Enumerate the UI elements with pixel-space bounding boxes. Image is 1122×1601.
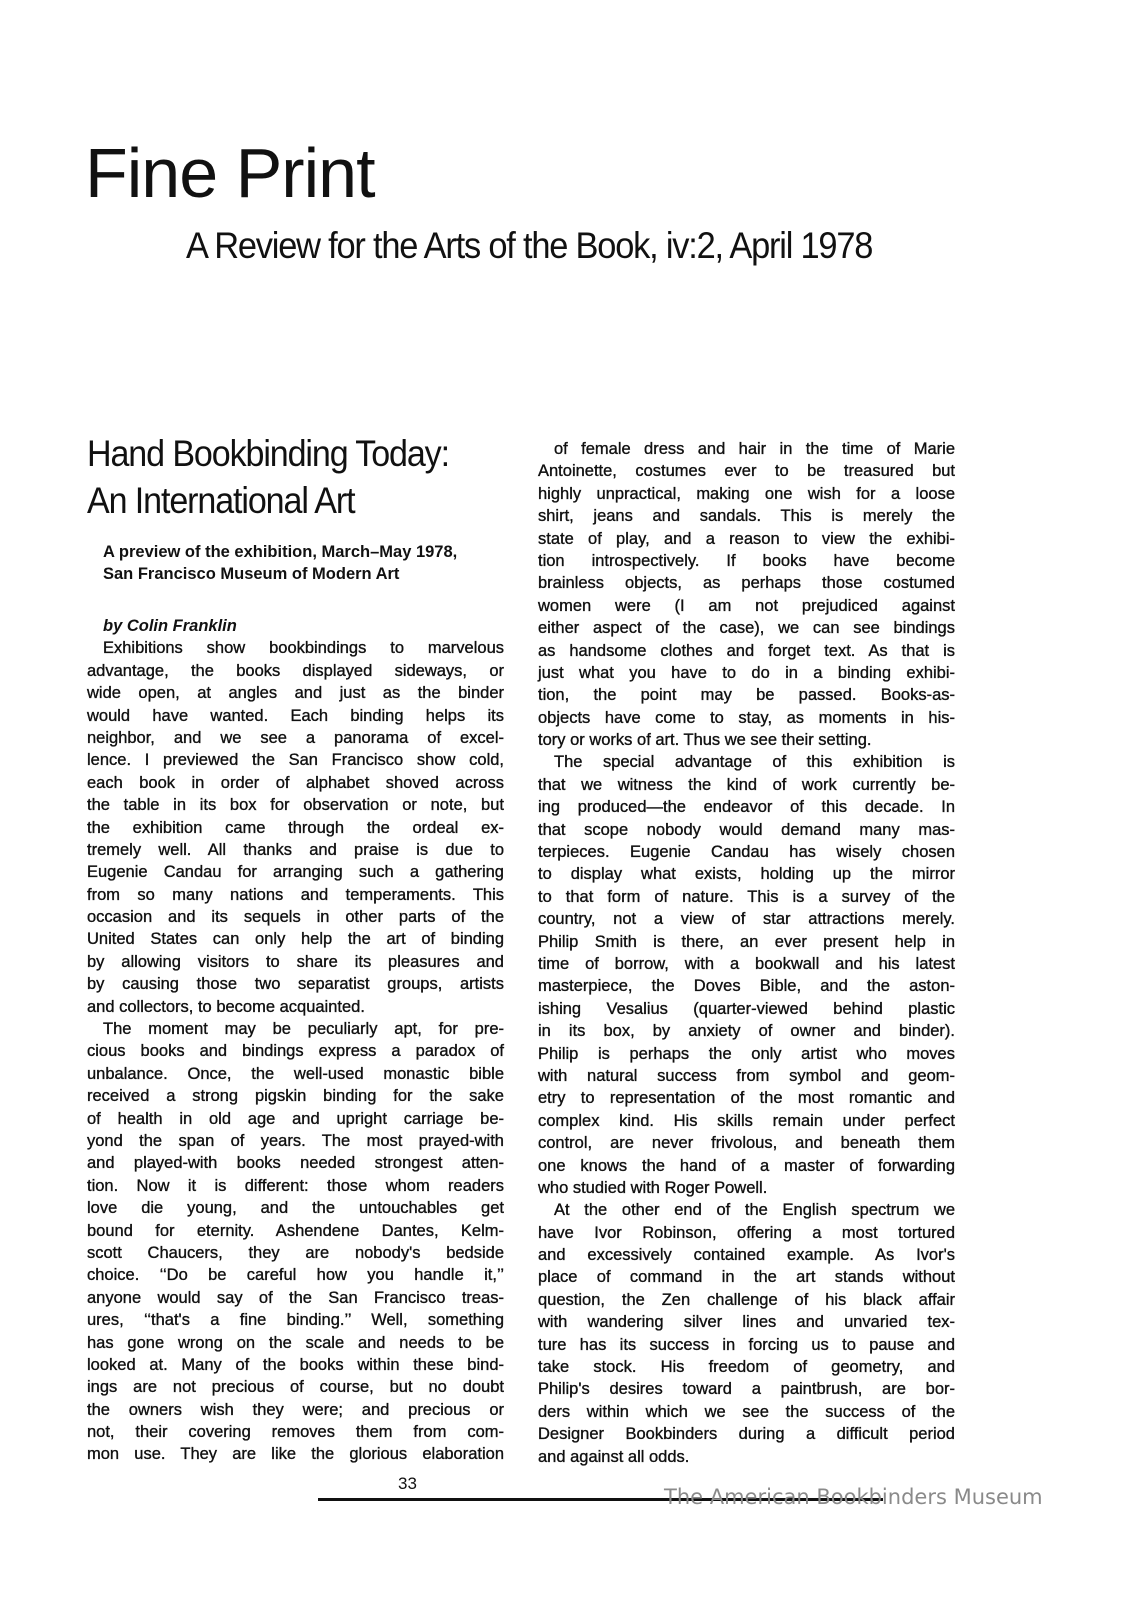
text-line: in its box, by anxiety of owner and binder). (538, 1022, 955, 1041)
text-line: tion, the point may be passed. Books-as- (538, 686, 955, 705)
text-line: tremely well. All thanks and praise is due to (87, 840, 504, 859)
text-line: with natural success from symbol and geom- (538, 1066, 955, 1085)
text-line: that scope nobody would demand many mas- (538, 820, 955, 839)
text-line: of health in old age and upright carriage be- (87, 1109, 504, 1128)
article-heading (87, 430, 449, 524)
text-line: that we witness the kind of work currently be- (538, 775, 955, 794)
article-preview-note (103, 541, 457, 586)
text-line: state of play, and a reason to view the exhibi- (538, 529, 955, 548)
text-line: The moment may be peculiarly apt, for pre- (103, 1020, 504, 1039)
text-line: has gone wrong on the scale and needs to be (87, 1333, 504, 1352)
text-line: ures, ‘‘that's a fine binding.’’ Well, something (87, 1311, 504, 1330)
text-line: ture has its success in forcing us to pause and (538, 1335, 955, 1354)
text-line: Philip Smith is there, an ever present help in (538, 932, 955, 951)
journal-title: Fine Print (85, 134, 375, 212)
text-line: highly unpractical, making one wish for a loose (538, 484, 955, 503)
text-line: the owners wish they were; and precious or (87, 1400, 504, 1419)
text-line: would have wanted. Each binding helps its (87, 706, 504, 725)
text-line: anyone would say of the San Francisco treas- (87, 1288, 504, 1307)
text-line: occasion and its sequels in other parts of the (87, 908, 504, 927)
text-line: mon use. They are like the glorious elaboration (87, 1445, 504, 1464)
text-line: time of borrow, with a bookwall and his latest (538, 954, 955, 973)
text-line: complex kind. His skills remain under perfect (538, 1111, 955, 1130)
text-line: and against all odds. (538, 1447, 690, 1466)
text-line: tion introspectively. If books have become (538, 551, 955, 570)
text-line: scott Chaucers, they are nobody's bedside (87, 1243, 504, 1262)
text-line: and collectors, to become acquainted. (87, 997, 365, 1016)
paragraph (87, 637, 504, 1018)
text-line: ings are not precious of course, but no doubt (87, 1378, 504, 1397)
text-line: neighbor, and we see a panorama of excel- (87, 728, 504, 747)
text-line: place of command in the art stands without (538, 1268, 955, 1287)
text-line: who studied with Roger Powell. (538, 1178, 768, 1197)
right-column (538, 438, 955, 1468)
text-line: Eugenie Candau for arranging such a gathering (87, 863, 504, 882)
text-line: bound for eternity. Ashendene Dantes, Kelm- (87, 1221, 504, 1240)
text-line: objects have come to stay, as moments in his- (538, 708, 955, 727)
preview-line: San Francisco Museum of Modern Art (103, 565, 400, 584)
text-line: tory or works of art. Thus we see their setting. (538, 731, 872, 750)
text-line: ishing Vesalius (quarter-viewed behind plastic (538, 999, 955, 1018)
text-line: as handsome clothes and forget text. As that is (538, 641, 955, 660)
text-line: wide open, at angles and just as the binder (87, 684, 504, 703)
text-line: received a strong pigskin binding for the sake (87, 1087, 504, 1106)
text-line: from so many nations and temperaments. This (87, 885, 504, 904)
text-line: love die young, and the untouchables get (87, 1199, 504, 1218)
text-line: by causing those two separatist groups, artists (87, 975, 504, 994)
text-line: advantage, the books displayed sideways, or (87, 661, 504, 680)
text-line: take stock. His freedom of geometry, and (538, 1358, 955, 1377)
text-line: The special advantage of this exhibition is (554, 753, 955, 772)
text-line: tion. Now it is different: those whom readers (87, 1176, 504, 1195)
text-line: looked at. Many of the books within these bind- (87, 1355, 504, 1374)
text-line: just what you have to do in a binding exhibi- (538, 663, 955, 682)
paragraph (538, 1199, 955, 1468)
text-line: ing produced—the endeavor of this decade. In (538, 798, 955, 817)
text-line: the table in its box for observation or note, but (87, 796, 504, 815)
text-line: country, not a view of star attractions merely. (538, 910, 955, 929)
text-line: shirt, jeans and sandals. This is merely the (538, 507, 955, 526)
text-line: and excessively contained example. As Ivor's (538, 1246, 955, 1265)
text-line: of female dress and hair in the time of Marie (554, 440, 955, 458)
text-line: with wandering silver lines and unvaried tex- (538, 1313, 955, 1332)
article-heading-line: An International Art (87, 480, 355, 521)
byline: by Colin Franklin (103, 617, 237, 635)
journal-subtitle: A Review for the Arts of the Book, iv:2, April 1978 (186, 225, 873, 266)
text-line: Exhibitions show bookbindings to marvelous (103, 639, 504, 658)
paragraph (87, 1018, 504, 1466)
text-line: etry to representation of the most romantic and (538, 1089, 955, 1108)
article-heading-line: Hand Bookbinding Today: (87, 433, 449, 474)
paragraph (538, 438, 955, 751)
text-line: choice. ‘‘Do be careful how you handle it,’’ (87, 1266, 504, 1285)
watermark: The American Bookbinders Museum (664, 1485, 1043, 1509)
text-line: Designer Bookbinders during a difficult period (538, 1425, 955, 1444)
text-line: each book in order of alphabet shoved across (87, 773, 504, 792)
page-number: 33 (398, 1474, 417, 1493)
text-line: have Ivor Robinson, offering a most tortured (538, 1223, 955, 1242)
text-line: control, are never frivolous, and beneath them (538, 1134, 955, 1153)
left-column (87, 615, 504, 1466)
paragraph (538, 751, 955, 1199)
text-line: not, their covering removes them from com- (87, 1423, 504, 1442)
text-line: Antoinette, costumes ever to be treasured but (538, 462, 955, 481)
text-line: yond the span of years. The most prayed-with (87, 1132, 504, 1150)
text-line: Philip's desires toward a paintbrush, are bor- (538, 1380, 955, 1399)
preview-line: A preview of the exhibition, March–May 1978, (103, 543, 458, 561)
text-line: terpieces. Eugenie Candau has wisely chosen (538, 843, 955, 862)
text-line: one knows the hand of a master of forwarding (538, 1156, 955, 1175)
text-line: At the other end of the English spectrum we (554, 1201, 955, 1220)
text-line: by allowing visitors to share its pleasures and (87, 952, 504, 971)
text-line: question, the Zen challenge of his black affair (538, 1290, 955, 1309)
text-line: and played-with books needed strongest atten- (87, 1154, 504, 1173)
text-line: cious books and bindings express a paradox of (87, 1042, 504, 1061)
text-line: to display what exists, holding up the mirror (538, 865, 955, 884)
text-line: unbalance. Once, the well-used monastic bible (87, 1064, 504, 1083)
text-line: United States can only help the art of binding (87, 930, 504, 949)
text-line: women were (I am not prejudiced against (538, 596, 955, 615)
text-line: lence. I previewed the San Francisco show cold, (87, 751, 504, 770)
text-line: either aspect of the case), we can see bindings (538, 619, 955, 638)
text-line: masterpiece, the Doves Bible, and the aston- (538, 977, 955, 996)
text-line: ders within which we see the success of the (538, 1402, 955, 1421)
text-line: the exhibition came through the ordeal ex- (87, 818, 504, 837)
text-line: brainless objects, as perhaps those costumed (538, 574, 955, 593)
text-line: to that form of nature. This is a survey of the (538, 887, 955, 906)
text-line: Philip is perhaps the only artist who moves (538, 1044, 955, 1063)
left-column-body (87, 637, 504, 1465)
